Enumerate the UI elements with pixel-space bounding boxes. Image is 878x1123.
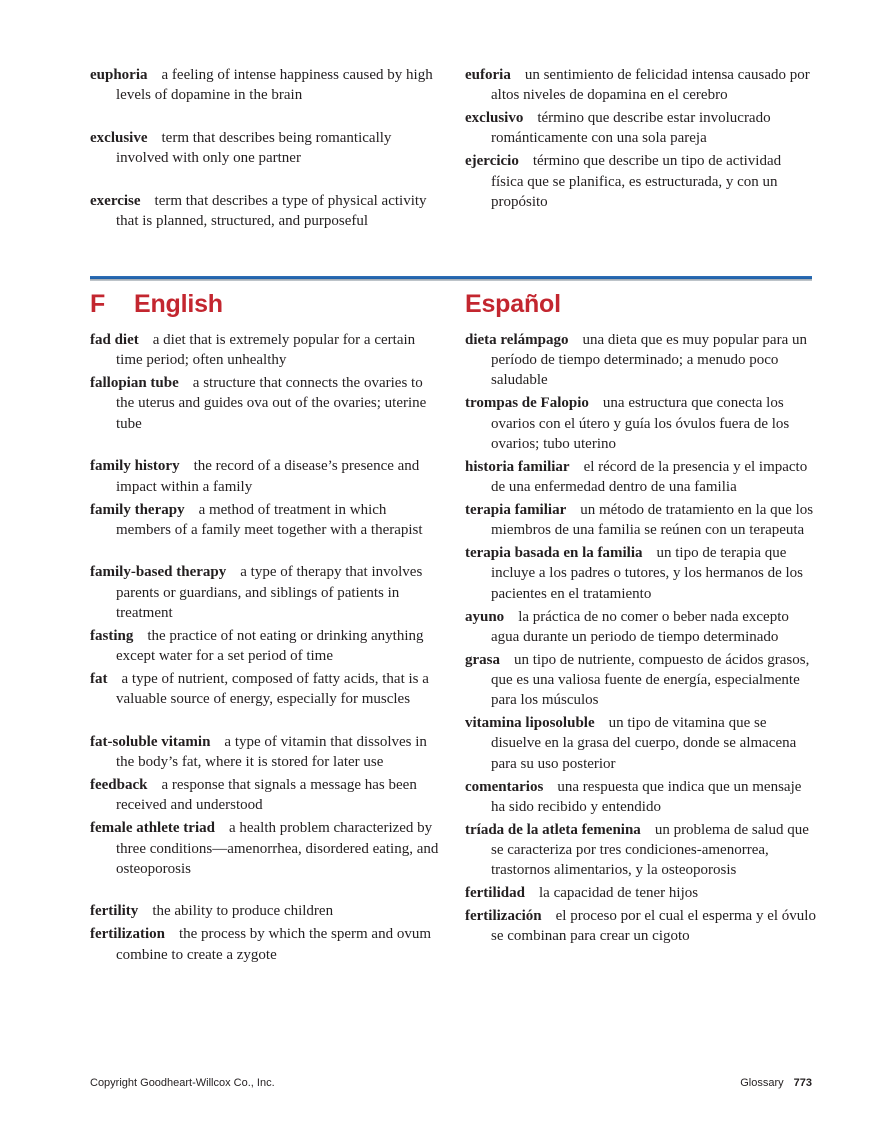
glossary-entry bbox=[90, 373, 442, 434]
entry-definition: a structure that connects the ovaries to the uterus and guides ova out of the ovaries; uterine tube bbox=[116, 375, 427, 432]
entry-definition: un sentimiento de felicidad intensa causado por altos niveles de dopamina en el cerebro bbox=[491, 67, 810, 104]
entry-term: female athlete triad bbox=[90, 820, 215, 837]
entry-definition: a type of nutrient, composed of fatty acids, that is a valuable source of energy, especially for muscles bbox=[116, 671, 429, 708]
glossary-entry bbox=[465, 151, 817, 212]
entry-definition: a type of therapy that involves parents or guardians, and siblings of patients in treatment bbox=[116, 564, 423, 621]
glossary-entry bbox=[465, 650, 817, 711]
entry-definition: a health problem characterized by three conditions—amenorrhea, disordered eating, and osteoporosis bbox=[116, 820, 439, 877]
entry-term: fasting bbox=[90, 627, 134, 644]
glossary-entry bbox=[90, 901, 442, 921]
glossary-entry bbox=[465, 883, 817, 903]
glossary-top-spanish bbox=[465, 65, 817, 215]
glossary-entry bbox=[465, 393, 817, 454]
entry-term: fat bbox=[90, 671, 108, 688]
entry-definition: un tipo de nutriente, compuesto de ácidos grasos, que es una valiosa fuente de energía, especialmente para los músculos bbox=[491, 651, 810, 709]
entry-definition: el récord de la presencia y el impacto de una enfermedad dentro de una familia bbox=[491, 458, 808, 496]
entry-definition: the ability to produce children bbox=[152, 903, 334, 920]
entry-term: historia familiar bbox=[465, 458, 570, 475]
glossary-entry bbox=[465, 607, 817, 647]
glossary-entry bbox=[90, 65, 442, 105]
entry-definition: término que describe estar involucrado románticamente con una sola pareja bbox=[491, 110, 771, 147]
entry-definition: una estructura que conecta los ovarios con el útero y guía los óvulos fuera de los ovarios; tubo uterino bbox=[491, 395, 790, 452]
section-language-english: English bbox=[134, 290, 223, 318]
entry-definition: la práctica de no comer o beber nada excepto agua durante un periodo de tiempo determinado bbox=[491, 608, 789, 645]
entry-definition: term that describes being romantically involved with only one partner bbox=[116, 129, 392, 167]
section-letter: F bbox=[90, 290, 106, 318]
entry-definition: término que describe un tipo de actividad física que se planifica, es estructurada, y con un propósito bbox=[491, 153, 782, 210]
glossary-entry bbox=[90, 626, 442, 666]
entry-definition: un tipo de vitamina que se disuelve en la grasa del cuerpo, donde se almacena para su uso posterior bbox=[491, 715, 797, 772]
page-footer bbox=[740, 1077, 812, 1089]
glossary-entry bbox=[90, 456, 442, 496]
glossary-f-spanish bbox=[465, 330, 817, 949]
entry-term: fertility bbox=[90, 903, 139, 920]
glossary-entry bbox=[465, 713, 817, 774]
entry-definition: a type of vitamin that dissolves in the body’s fat, where it is stored for later use bbox=[116, 733, 427, 771]
glossary-entry bbox=[90, 818, 442, 879]
entry-term: comentarios bbox=[465, 778, 544, 795]
entry-term: feedback bbox=[90, 777, 148, 794]
entry-term: fertilization bbox=[90, 926, 165, 943]
entry-definition: a diet that is extremely popular for a certain time period; often unhealthy bbox=[116, 332, 416, 369]
footer-section-label: Glossary bbox=[740, 1077, 784, 1089]
glossary-entry bbox=[90, 330, 442, 370]
entry-term: family history bbox=[90, 458, 180, 475]
entry-term: exclusivo bbox=[465, 110, 524, 127]
glossary-entry bbox=[465, 906, 817, 946]
section-divider bbox=[90, 276, 812, 281]
glossary-top-english bbox=[90, 65, 442, 234]
glossary-entry bbox=[90, 732, 442, 772]
glossary-entry bbox=[90, 500, 442, 540]
entry-term: exercise bbox=[90, 192, 141, 209]
entry-definition: a method of treatment in which members of a family meet together with a therapist bbox=[116, 501, 423, 538]
entry-definition: la capacidad de tener hijos bbox=[539, 885, 699, 902]
glossary-entry bbox=[465, 108, 817, 148]
entry-term: family therapy bbox=[90, 501, 185, 518]
glossary-entry bbox=[465, 65, 817, 105]
entry-definition: un problema de salud que se caracteriza por tres condiciones-amenorrea, trastornos alimentarios, y la osteoporosis bbox=[491, 821, 809, 879]
entry-term: dieta relámpago bbox=[465, 332, 569, 348]
glossary-entry bbox=[90, 669, 442, 709]
entry-definition: una dieta que es muy popular para un período de tiempo determinado; a menudo poco saludable bbox=[491, 332, 807, 389]
glossary-entry bbox=[90, 562, 442, 623]
entry-term: terapia basada en la familia bbox=[465, 545, 643, 562]
entry-term: fallopian tube bbox=[90, 375, 179, 392]
entry-term: fat-soluble vitamin bbox=[90, 733, 211, 750]
entry-term: vitamina liposoluble bbox=[465, 715, 595, 732]
entry-term: fad diet bbox=[90, 332, 139, 348]
entry-definition: el proceso por el cual el esperma y el óvulo se combinan para crear un cigoto bbox=[491, 908, 816, 945]
entry-term: exclusive bbox=[90, 129, 148, 146]
entry-term: family-based therapy bbox=[90, 564, 227, 581]
glossary-entry bbox=[465, 820, 817, 881]
entry-definition: a feeling of intense happiness caused by high levels of dopamine in the brain bbox=[116, 67, 433, 104]
glossary-entry bbox=[90, 775, 442, 815]
entry-definition: the practice of not eating or drinking anything except water for a set period of time bbox=[116, 627, 424, 665]
glossary-entry bbox=[90, 924, 442, 964]
glossary-entry bbox=[465, 500, 817, 540]
section-heading-spanish: Español bbox=[465, 290, 561, 318]
entry-definition: un método de tratamiento en la que los miembros de una familia se reúnen con un terapeuta bbox=[491, 502, 814, 539]
glossary-entry bbox=[90, 191, 442, 231]
glossary-entry bbox=[465, 457, 817, 497]
entry-definition: una respuesta que indica que un mensaje ha sido recibido y entendido bbox=[491, 778, 802, 815]
entry-term: grasa bbox=[465, 651, 500, 668]
entry-definition: the record of a disease’s presence and impact within a family bbox=[116, 458, 420, 495]
entry-definition: a response that signals a message has been received and understood bbox=[116, 777, 417, 814]
glossary-entry bbox=[90, 128, 442, 168]
page-number: 773 bbox=[793, 1077, 812, 1089]
glossary-f-english bbox=[90, 330, 442, 968]
entry-definition: the process by which the sperm and ovum combine to create a zygote bbox=[116, 926, 432, 963]
entry-term: fertilización bbox=[465, 908, 542, 925]
entry-definition: term that describes a type of physical activity that is planned, structured, and purposeful bbox=[116, 192, 427, 230]
entry-definition: un tipo de terapia que incluye a los padres o tutores, y los hermanos de los pacientes en el tratamiento bbox=[491, 545, 804, 602]
glossary-entry bbox=[465, 777, 817, 817]
entry-term: euphoria bbox=[90, 67, 148, 83]
entry-term: tríada de la atleta femenina bbox=[465, 821, 641, 838]
glossary-entry bbox=[465, 543, 817, 604]
entry-term: ayuno bbox=[465, 608, 505, 625]
entry-term: trompas de Falopio bbox=[465, 395, 589, 412]
entry-term: terapia familiar bbox=[465, 502, 567, 519]
copyright-notice: Copyright Goodheart-Willcox Co., Inc. bbox=[90, 1077, 275, 1089]
entry-term: ejercicio bbox=[465, 153, 519, 170]
section-heading-english bbox=[90, 290, 223, 319]
entry-term: fertilidad bbox=[465, 885, 525, 902]
glossary-entry bbox=[465, 330, 817, 391]
entry-term: euforia bbox=[465, 67, 511, 83]
